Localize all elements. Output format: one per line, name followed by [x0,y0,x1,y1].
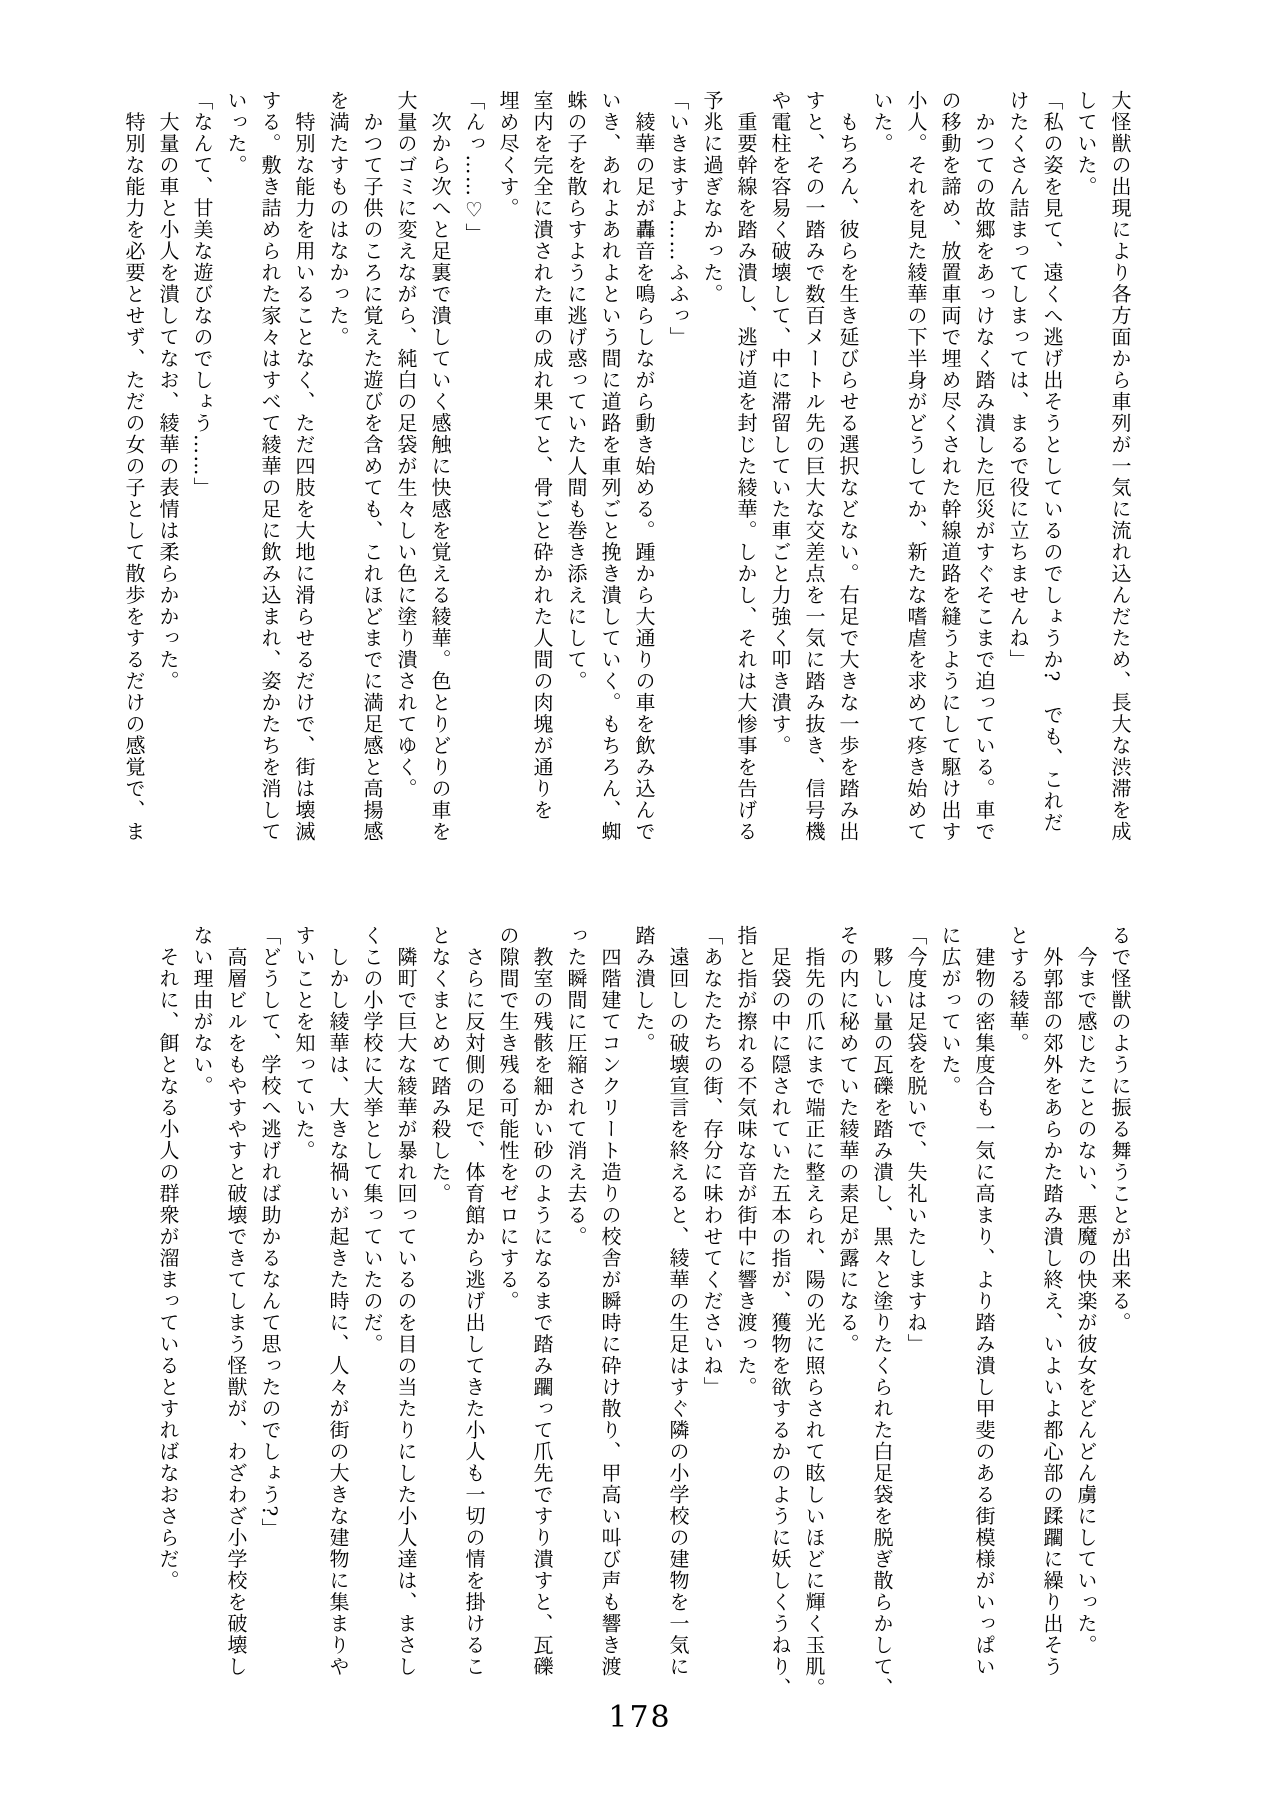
text-column: の移動を諦め、放置車両で埋め尽くされた幹線道路を縫うようにして駆け出す [938,90,962,843]
text-column: 建物の密集度合も一気に高まり、より踏み潰し甲斐のある街模様がいっぱい [972,925,996,1678]
text-column: すと、その一踏みで数百メートル先の巨大な交差点を一気に踏み抜き、信号機 [802,90,826,843]
text-column: 次から次へと足裏で潰していく感触に快感を覚える綾華。色とりどりの車を [428,90,452,843]
text-column: しかし綾華は、大きな禍いが起きた時に、人々が街の大きな建物に集まりや [326,925,350,1678]
text-column: 夥しい量の瓦礫を踏み潰し、黒々と塗りたくられた白足袋を脱ぎ散らかして、 [870,925,894,1699]
text-column: 特別な能力を必要とせず、ただの女の子として散歩をするだけの感覚で、ま [122,90,146,843]
text-column: けたくさん詰まってしまっては、まるで役に立ちませんね」 [1006,90,1030,671]
text-column: 「どうして、学校へ逃げれば助かるなんて思ったのでしょう?」 [258,925,282,1540]
text-column: すいことを知っていた。 [292,925,316,1162]
text-column: かつての故郷をあっけなく踏み潰した厄災がすぐそこまで迫っている。車で [972,90,996,843]
text-column: 「私の姿を見て、遠くへ逃げ出そうとしているのでしょうか? でも、これだ [1040,90,1064,834]
text-column: 特別な能力を用いることなく、ただ四肢を大地に滑らせるだけで、街は壊滅 [292,90,316,843]
text-column: の隙間で生き残る可能性をゼロにする。 [496,925,520,1312]
text-column: 外郭部の郊外をあらかた踏み潰し終え、いよいよ都心部の蹂躙に繰り出そう [1040,925,1064,1678]
text-column: くこの小学校に大挙として集っていたのだ。 [360,925,384,1355]
text-column: や電柱を容易く破壊して、中に滞留していた車ごと力強く叩き潰す。 [768,90,792,757]
text-column: 蛛の子を散らすように逃げ惑っていた人間も巻き添えにして。 [564,90,588,692]
text-column: を満たすものはなかった。 [326,90,350,348]
text-column: 「なんて、甘美な遊びなのでしょう……」 [190,90,214,499]
text-column: 重要幹線を踏み潰し、逃げ道を封じた綾華。しかし、それは大惨事を告げる [734,90,758,843]
text-column: 「今度は足袋を脱いで、失礼いたしますね」 [904,925,928,1355]
text-column: さらに反対側の足で、体育館から逃げ出してきた小人も一切の情を掛けるこ [462,925,486,1678]
text-column: 予兆に過ぎなかった。 [700,90,724,305]
text-column: 大怪獣の出現により各方面から車列が一気に流れ込んだため、長大な渋滞を成 [1108,90,1132,843]
text-column: いた。 [870,90,894,155]
text-column: となくまとめて踏み殺した。 [428,925,452,1205]
text-column: 綾華の足が轟音を鳴らしながら動き始める。踵から大通りの車を飲み込んで [632,90,656,843]
text-column: 遠回しの破壊宣言を終えると、綾華の生足はすぐ隣の小学校の建物を一気に [666,925,690,1678]
text-column: に広がっていた。 [938,925,962,1097]
text-column: 「んっ……♡」 [462,90,486,245]
text-block-top [117,90,1137,846]
text-column: それに、餌となる小人の群衆が溜まっているとすればなおさらだ。 [156,925,180,1592]
text-column: 指先の爪にまで端正に整えられ、陽の光に照らされて眩しいほどに輝く玉肌。 [802,925,826,1699]
text-column: 大量のゴミに変えながら、純白の足袋が生々しい色に塗り潰されてゆく。 [394,90,418,800]
text-column: その内に秘めていた綾華の素足が露になる。 [836,925,860,1355]
text-column: する。敷き詰められた家々はすべて綾華の足に飲み込まれ、姿かたちを消して [258,90,282,843]
text-column: 小人。それを見た綾華の下半身がどうしてか、新たな嗜虐を求めて疼き始めて [904,90,928,843]
text-column: もちろん、彼らを生き延びらせる選択などない。右足で大きな一歩を踏み出 [836,90,860,843]
text-column: った瞬間に圧縮されて消え去る。 [564,925,588,1248]
text-column: ない理由がない。 [190,925,214,1097]
text-column: 四階建てコンクリート造りの校舎が瞬時に砕け散り、甲高い叫び声も響き渡 [598,925,622,1678]
text-column: 踏み潰した。 [632,925,656,1054]
text-column: 今まで感じたことのない、悪魔の快楽が彼女をどんどん虜にしていった。 [1074,925,1098,1656]
text-column: 足袋の中に隠されていた五本の指が、獲物を欲するかのように妖しくうねり、 [768,925,792,1699]
text-column: 高層ビルをもやすやすと破壊できてしまう怪獣が、わざわざ小学校を破壊し [224,925,248,1678]
text-column: かつて子供のころに覚えた遊びを含めても、これほどまでに満足感と高揚感 [360,90,384,843]
text-column: いった。 [224,90,248,176]
text-block-bottom [151,925,1137,1699]
text-column: していた。 [1074,90,1098,198]
text-column: 「あなたたちの街、存分に味わせてくださいね」 [700,925,724,1398]
text-column: いき、あれよあれよという間に道路を車列ごと挽き潰していく。もちろん、蜘 [598,90,622,843]
text-column: 室内を完全に潰された車の成れ果てと、骨ごと砕かれた人間の肉塊が通りを [530,90,554,821]
text-column: 教室の残骸を細かい砂のようになるまで踏み躙って爪先ですり潰すと、瓦礫 [530,925,554,1678]
text-column: とする綾華。 [1006,925,1030,1054]
text-column: 「いきますよ……ふふっ」 [666,90,690,348]
page-number: 178 [608,1700,672,1735]
text-column: 指と指が擦れる不気味な音が街中に響き渡った。 [734,925,758,1398]
text-column: 大量の車と小人を潰してなお、綾華の表情は柔らかかった。 [156,90,180,692]
text-column: るで怪獣のように振る舞うことが出来る。 [1108,925,1132,1334]
text-column: 埋め尽くす。 [496,90,520,219]
text-column: 隣町で巨大な綾華が暴れ回っているのを目の当たりにした小人達は、まさし [394,925,418,1678]
